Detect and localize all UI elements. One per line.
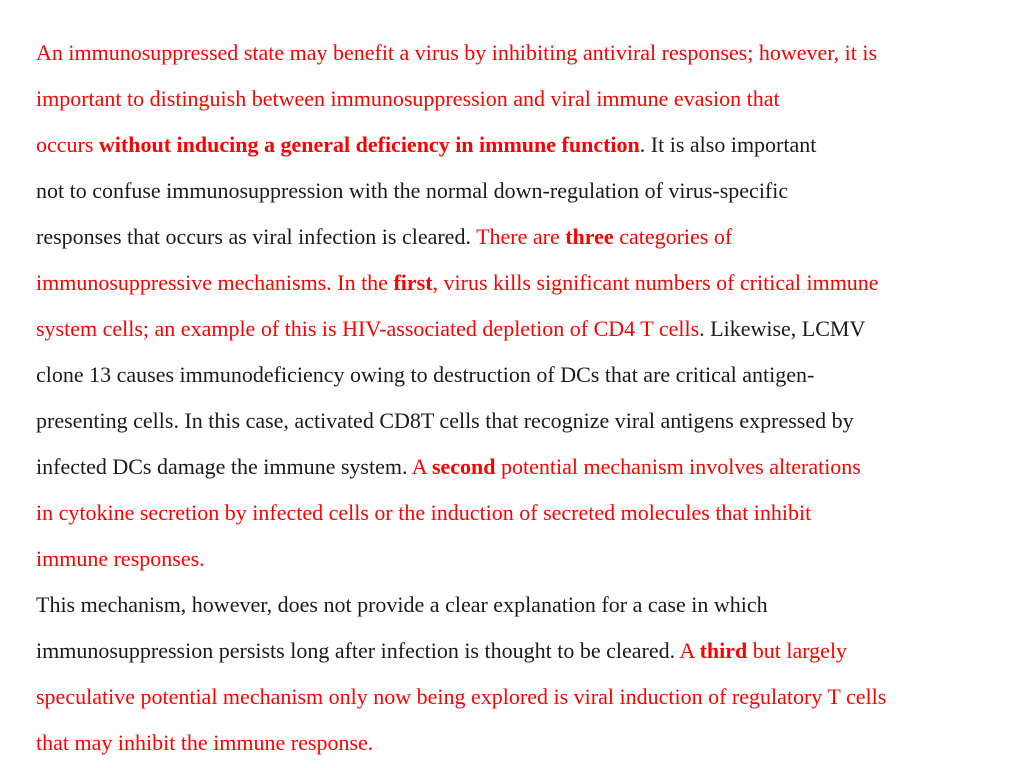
- text-run: immunosuppressive mechanisms. In the: [36, 270, 394, 295]
- text-run: important to distinguish between immunosuppression and viral immune evasion that: [36, 86, 780, 111]
- text-run: An immunosuppressed state may benefit a virus by inhibiting antiviral responses; however, it is: [36, 40, 878, 65]
- text-line: [36, 674, 994, 720]
- text-run: system cells; an example of this is HIV-associated depletion of CD4 T cells: [36, 316, 700, 341]
- emphasized-text: without inducing a general deficiency in immune function: [98, 132, 640, 157]
- body-text: [36, 30, 994, 766]
- emphasized-text: first: [393, 270, 433, 295]
- emphasized-text: third: [699, 638, 748, 663]
- text-line: [36, 30, 994, 76]
- emphasized-text: second: [431, 454, 496, 479]
- text-run: but largely: [747, 638, 848, 663]
- text-run: immunosuppression persists long after infection is thought to be cleared.: [36, 638, 680, 663]
- text-run: There are: [476, 224, 566, 249]
- text-run: not to confuse immunosuppression with the normal down-regulation of virus-specific: [36, 178, 789, 203]
- text-line: [36, 306, 994, 352]
- text-line: [36, 628, 994, 674]
- text-line: [36, 214, 994, 260]
- text-line: [36, 76, 994, 122]
- text-run: occurs: [36, 132, 99, 157]
- text-line: [36, 536, 994, 582]
- text-line: [36, 490, 994, 536]
- text-run: . Likewise, LCMV: [699, 316, 866, 341]
- text-run: responses that occurs as viral infection is cleared.: [36, 224, 477, 249]
- text-run: immune responses.: [36, 546, 205, 571]
- text-run: speculative potential mechanism only now being explored is viral induction of regulatory T cells: [36, 684, 887, 709]
- text-line: [36, 260, 994, 306]
- text-run: . It is also important: [639, 132, 817, 157]
- text-run: clone 13 causes immunodeficiency owing to destruction of DCs that are critical antigen-: [36, 362, 815, 387]
- text-line: [36, 168, 994, 214]
- text-line: [36, 720, 994, 766]
- text-run: , virus kills significant numbers of critical immune: [432, 270, 879, 295]
- text-run: infected DCs damage the immune system.: [36, 454, 412, 479]
- text-line: [36, 352, 994, 398]
- text-run: that may inhibit the immune response.: [36, 730, 374, 755]
- emphasized-text: three: [565, 224, 614, 249]
- text-run: A: [411, 454, 432, 479]
- text-line: [36, 398, 994, 444]
- text-line: [36, 444, 994, 490]
- text-run: This mechanism, however, does not provide a clear explanation for a case in which: [36, 592, 768, 617]
- text-line: [36, 122, 994, 168]
- text-run: potential mechanism involves alterations: [495, 454, 861, 479]
- text-run: categories of: [613, 224, 733, 249]
- text-line: [36, 582, 994, 628]
- text-run: presenting cells. In this case, activated CD8T cells that recognize viral antigens expressed by: [36, 408, 854, 433]
- text-run: A: [679, 638, 700, 663]
- text-run: in cytokine secretion by infected cells or the induction of secreted molecules that inhibit: [36, 500, 812, 525]
